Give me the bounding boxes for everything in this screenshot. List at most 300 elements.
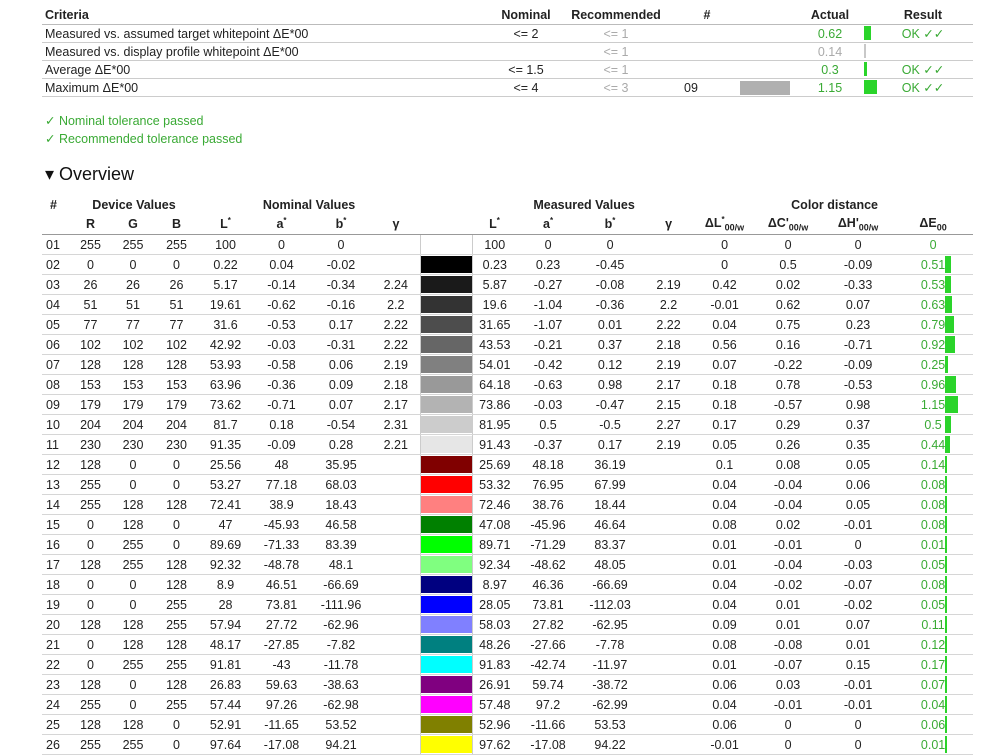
device-b: 77: [155, 315, 198, 335]
nominal-b-header: b*: [310, 214, 372, 235]
measured-gamma: [641, 655, 696, 675]
device-g: 128: [111, 715, 155, 735]
delta-c: -0.01: [753, 535, 823, 555]
actual-header: Actual: [787, 6, 873, 25]
delta-e-value: 0.63: [920, 297, 946, 312]
nominal-b: 68.03: [310, 475, 372, 495]
device-g: 255: [111, 235, 155, 255]
measured-gamma: [641, 735, 696, 755]
patch-number: 05: [42, 315, 70, 335]
swatch: [420, 355, 472, 375]
delta-h: 0.35: [823, 435, 893, 455]
nominal-a: 59.63: [253, 675, 310, 695]
nominal-gamma: [372, 715, 420, 735]
nominal-gamma: [372, 615, 420, 635]
criteria-header: Criteria: [42, 6, 482, 25]
color-swatch: [421, 636, 472, 653]
delta-l: 0.06: [696, 715, 753, 735]
delta-l: -0.01: [696, 295, 753, 315]
table-row: [42, 235, 973, 255]
delta-h: 0.98: [823, 395, 893, 415]
delta-e: [893, 715, 973, 735]
nominal-gamma: 2.19: [372, 355, 420, 375]
device-b: 128: [155, 675, 198, 695]
measured-b: 0.17: [579, 435, 641, 455]
device-values-header: Device Values: [92, 198, 176, 212]
measured-b: -0.47: [579, 395, 641, 415]
delta-e-value: 0.44: [920, 437, 946, 452]
device-b: 128: [155, 575, 198, 595]
g-header: G: [111, 214, 155, 235]
measured-l: 47.08: [472, 515, 517, 535]
color-swatch: [421, 296, 472, 313]
criteria-nominal: <= 1.5: [482, 61, 570, 79]
delta-e: [893, 555, 973, 575]
table-row: [42, 275, 973, 295]
delta-e-bar: [945, 516, 947, 533]
delta-l: 0.05: [696, 435, 753, 455]
nominal-l: 42.92: [198, 335, 253, 355]
nominal-values-header: Nominal Values: [262, 198, 356, 212]
delta-h: -0.09: [823, 255, 893, 275]
measured-b: -0.08: [579, 275, 641, 295]
delta-e-bar: [945, 536, 947, 553]
nominal-l: 52.91: [198, 715, 253, 735]
delta-l: 0.17: [696, 415, 753, 435]
delta-l: 0.07: [696, 355, 753, 375]
device-g: 255: [111, 655, 155, 675]
overview-heading[interactable]: ▾ Overview: [45, 164, 135, 184]
nominal-gamma: [372, 735, 420, 755]
delta-e-value: 1.15: [920, 397, 946, 412]
device-r: 128: [70, 715, 111, 735]
measured-gamma: [641, 575, 696, 595]
delta-e-bar: [945, 276, 951, 293]
nominal-gamma: 2.31: [372, 415, 420, 435]
measured-l: 53.32: [472, 475, 517, 495]
criteria-num: [662, 79, 752, 97]
criteria-num: [662, 61, 752, 79]
criteria-actual-value: 0.3: [821, 62, 839, 77]
measured-gamma: 2.22: [641, 315, 696, 335]
measured-gamma: [641, 475, 696, 495]
delta-h: 0.15: [823, 655, 893, 675]
nominal-gamma: 2.17: [372, 395, 420, 415]
delta-e-bar: [945, 676, 947, 693]
nominal-l-header: L*: [198, 214, 253, 235]
delta-h: 0.23: [823, 315, 893, 335]
swatch: [420, 415, 472, 435]
delta-e-value: 0.01: [920, 537, 946, 552]
measured-a: 73.81: [517, 595, 579, 615]
table-row: [42, 375, 973, 395]
delta-e-header: $\Delta E_{00}$: [893, 214, 973, 235]
device-r: 230: [70, 435, 111, 455]
delta-h: 0: [823, 235, 893, 255]
nominal-gamma-header: γ: [372, 214, 420, 235]
criteria-actual: [787, 25, 873, 43]
measured-b: 53.53: [579, 715, 641, 735]
delta-l: 0.08: [696, 515, 753, 535]
delta-e: [893, 255, 973, 275]
delta-e-value: 0.04: [920, 697, 946, 712]
delta-l: 0.04: [696, 575, 753, 595]
patch-number: 02: [42, 255, 70, 275]
delta-e: [893, 735, 973, 755]
nominal-b: -62.98: [310, 695, 372, 715]
measured-l: 91.83: [472, 655, 517, 675]
device-g: 255: [111, 735, 155, 755]
nominal-a: -43: [253, 655, 310, 675]
delta-h: -0.03: [823, 555, 893, 575]
nominal-b: 53.52: [310, 715, 372, 735]
delta-c: 0.02: [753, 275, 823, 295]
measured-b: -11.97: [579, 655, 641, 675]
patch-number: 06: [42, 335, 70, 355]
criteria-recommended: <= 1: [570, 43, 662, 61]
criteria-name: Measured vs. display profile whitepoint ΔE*00: [42, 43, 482, 61]
color-distance-header: Color distance: [791, 198, 878, 212]
criteria-name: Maximum ΔE*00: [42, 79, 482, 97]
delta-l: 0.04: [696, 475, 753, 495]
delta-c: 0.08: [753, 455, 823, 475]
table-row: [42, 635, 973, 655]
device-b: 255: [155, 655, 198, 675]
delta-e-bar: [945, 456, 947, 473]
criteria-table: [42, 6, 973, 97]
measured-b: 94.22: [579, 735, 641, 755]
color-swatch: [421, 236, 472, 253]
measured-a-header: a*: [517, 214, 579, 235]
color-swatch: [421, 396, 472, 413]
delta-e-value: 0.07: [920, 677, 946, 692]
device-r: 0: [70, 255, 111, 275]
measured-b: 36.19: [579, 455, 641, 475]
nominal-b: -0.34: [310, 275, 372, 295]
nominal-b: 48.1: [310, 555, 372, 575]
nominal-a: 0.18: [253, 415, 310, 435]
device-b: 255: [155, 595, 198, 615]
nominal-gamma: [372, 455, 420, 475]
nominal-gamma: 2.24: [372, 275, 420, 295]
measured-b: 46.64: [579, 515, 641, 535]
nominal-b: -38.63: [310, 675, 372, 695]
measured-a: 0.23: [517, 255, 579, 275]
color-swatch: [421, 696, 472, 713]
nominal-a: -17.08: [253, 735, 310, 755]
delta-l: 0.1: [696, 455, 753, 475]
device-r: 26: [70, 275, 111, 295]
delta-e-bar: [945, 736, 947, 753]
measured-gamma: 2.19: [641, 275, 696, 295]
b-header: B: [155, 214, 198, 235]
measured-b: -62.99: [579, 695, 641, 715]
swatch: [420, 695, 472, 715]
nominal-l: 57.44: [198, 695, 253, 715]
delta-h: -0.33: [823, 275, 893, 295]
criteria-recommended: <= 3: [570, 79, 662, 97]
measured-a: -45.96: [517, 515, 579, 535]
nominal-a: -0.58: [253, 355, 310, 375]
overview-column-header: [42, 214, 973, 235]
device-g: 26: [111, 275, 155, 295]
device-b: 0: [155, 735, 198, 755]
nominal-gamma: [372, 595, 420, 615]
delta-e: [893, 495, 973, 515]
measured-gamma: [641, 255, 696, 275]
nominal-a: 27.72: [253, 615, 310, 635]
measured-l: 8.97: [472, 575, 517, 595]
color-swatch: [421, 536, 472, 553]
device-r: 0: [70, 515, 111, 535]
table-row: [42, 715, 973, 735]
nominal-gamma: 2.22: [372, 315, 420, 335]
delta-l: 0.42: [696, 275, 753, 295]
swatch: [420, 595, 472, 615]
nominal-status: ✓ Nominal tolerance passed: [45, 114, 204, 128]
swatch: [420, 295, 472, 315]
delta-e-value: 0.08: [920, 477, 946, 492]
patch-number: 12: [42, 455, 70, 475]
nominal-l: 0.22: [198, 255, 253, 275]
criteria-name: Measured vs. assumed target whitepoint ΔE*00: [42, 25, 482, 43]
device-r: 128: [70, 555, 111, 575]
nominal-l: 57.94: [198, 615, 253, 635]
delta-c: -0.02: [753, 575, 823, 595]
sample-bar: [740, 81, 790, 95]
device-r: 153: [70, 375, 111, 395]
measured-l: 57.48: [472, 695, 517, 715]
device-r: 102: [70, 335, 111, 355]
nominal-b: 35.95: [310, 455, 372, 475]
delta-l: 0.04: [696, 695, 753, 715]
device-r: 255: [70, 235, 111, 255]
delta-h: 0.01: [823, 635, 893, 655]
color-swatch: [421, 336, 472, 353]
nominal-l: 100: [198, 235, 253, 255]
device-b: 0: [155, 255, 198, 275]
nominal-l: 31.6: [198, 315, 253, 335]
delta-e: [893, 675, 973, 695]
device-g: 128: [111, 615, 155, 635]
nominal-b: -11.78: [310, 655, 372, 675]
delta-e: [893, 275, 973, 295]
criteria-nominal: <= 4: [482, 79, 570, 97]
delta-c: 0.29: [753, 415, 823, 435]
device-g: 128: [111, 515, 155, 535]
measured-a: -71.29: [517, 535, 579, 555]
delta-e-bar: [945, 476, 947, 493]
measured-a: -17.08: [517, 735, 579, 755]
measured-l: 58.03: [472, 615, 517, 635]
nominal-b: -0.54: [310, 415, 372, 435]
device-b: 128: [155, 355, 198, 375]
table-row: [42, 495, 973, 515]
device-r: 255: [70, 475, 111, 495]
criteria-name: Average ΔE*00: [42, 61, 482, 79]
measured-a: 76.95: [517, 475, 579, 495]
nominal-l: 91.35: [198, 435, 253, 455]
criteria-row: [42, 25, 973, 43]
measured-gamma: 2.15: [641, 395, 696, 415]
delta-h: 0.05: [823, 495, 893, 515]
delta-e-value: 0.05: [920, 597, 946, 612]
table-row: [42, 575, 973, 595]
device-g: 0: [111, 255, 155, 275]
measured-b: 83.37: [579, 535, 641, 555]
nominal-b: 0.07: [310, 395, 372, 415]
delta-e-value: 0.08: [920, 517, 946, 532]
measured-l: 97.62: [472, 735, 517, 755]
nominal-a: 0.04: [253, 255, 310, 275]
measured-a: -0.21: [517, 335, 579, 355]
measured-a: 59.74: [517, 675, 579, 695]
nominal-a: -0.09: [253, 435, 310, 455]
delta-h: 0.07: [823, 295, 893, 315]
measured-l: 19.6: [472, 295, 517, 315]
delta-e-value: 0.51: [920, 257, 946, 272]
color-swatch: [421, 596, 472, 613]
measured-gamma: [641, 595, 696, 615]
delta-e-bar: [945, 396, 958, 413]
measured-l: 89.71: [472, 535, 517, 555]
criteria-num: [662, 25, 752, 43]
color-swatch: [421, 276, 472, 293]
device-g: 128: [111, 495, 155, 515]
swatch: [420, 535, 472, 555]
measured-b: 18.44: [579, 495, 641, 515]
nominal-l: 5.17: [198, 275, 253, 295]
nominal-gamma: 2.2: [372, 295, 420, 315]
device-g: 0: [111, 595, 155, 615]
patch-number: 14: [42, 495, 70, 515]
device-b: 128: [155, 555, 198, 575]
device-b: 51: [155, 295, 198, 315]
nominal-l: 72.41: [198, 495, 253, 515]
delta-l: 0.01: [696, 555, 753, 575]
delta-l: 0.56: [696, 335, 753, 355]
device-b: 0: [155, 535, 198, 555]
measured-l: 92.34: [472, 555, 517, 575]
delta-c: -0.57: [753, 395, 823, 415]
criteria-actual: [787, 79, 873, 97]
table-row: [42, 295, 973, 315]
delta-e: [893, 295, 973, 315]
delta-c-header: $\Delta C'_{00/w}$: [753, 214, 823, 235]
measured-l: 81.95: [472, 415, 517, 435]
patch-number: 07: [42, 355, 70, 375]
criteria-actual: [787, 61, 873, 79]
patch-number: 26: [42, 735, 70, 755]
nominal-l: 25.56: [198, 455, 253, 475]
nominal-header: Nominal: [482, 6, 570, 25]
patch-number: 03: [42, 275, 70, 295]
measured-gamma: 2.18: [641, 335, 696, 355]
table-row: [42, 515, 973, 535]
criteria-num-bar: [752, 43, 787, 61]
measured-gamma: [641, 675, 696, 695]
delta-h: 0.37: [823, 415, 893, 435]
measured-b: 0.37: [579, 335, 641, 355]
device-g: 128: [111, 635, 155, 655]
swatch: [420, 515, 472, 535]
nominal-a: -48.78: [253, 555, 310, 575]
delta-e: [893, 635, 973, 655]
nominal-gamma: [372, 475, 420, 495]
delta-l: 0.04: [696, 595, 753, 615]
measured-a: -1.04: [517, 295, 579, 315]
delta-e: [893, 315, 973, 335]
color-swatch: [421, 436, 472, 453]
measured-gamma: [641, 535, 696, 555]
measured-a: -48.62: [517, 555, 579, 575]
measured-l: 73.86: [472, 395, 517, 415]
color-swatch: [421, 516, 472, 533]
device-r: 0: [70, 535, 111, 555]
patch-number: 16: [42, 535, 70, 555]
criteria-num-bar: [752, 61, 787, 79]
measured-a: -42.74: [517, 655, 579, 675]
nominal-a: -0.14: [253, 275, 310, 295]
measured-gamma: [641, 715, 696, 735]
table-row: [42, 395, 973, 415]
measured-l: 64.18: [472, 375, 517, 395]
measured-a: 38.76: [517, 495, 579, 515]
measured-a: 0: [517, 235, 579, 255]
delta-e-bar: [945, 576, 947, 593]
delta-l: 0.04: [696, 315, 753, 335]
measured-l: 54.01: [472, 355, 517, 375]
nominal-b: 0.17: [310, 315, 372, 335]
nominal-l: 91.81: [198, 655, 253, 675]
table-row: [42, 555, 973, 575]
measured-b: 48.05: [579, 555, 641, 575]
device-b: 26: [155, 275, 198, 295]
num-header: #: [662, 6, 752, 25]
delta-c: 0.02: [753, 515, 823, 535]
measured-gamma: [641, 695, 696, 715]
swatch: [420, 635, 472, 655]
device-b: 0: [155, 455, 198, 475]
delta-l: 0.08: [696, 635, 753, 655]
r-header: R: [70, 214, 111, 235]
device-r: 255: [70, 735, 111, 755]
device-r: 204: [70, 415, 111, 435]
overview-table: [42, 196, 973, 755]
patch-number: 15: [42, 515, 70, 535]
nominal-a: 0: [253, 235, 310, 255]
swatch: [420, 495, 472, 515]
measured-l: 100: [472, 235, 517, 255]
delta-c: -0.01: [753, 695, 823, 715]
delta-e-value: 0.11: [921, 617, 945, 632]
nominal-a: -11.65: [253, 715, 310, 735]
device-b: 0: [155, 515, 198, 535]
criteria-header-row: [42, 6, 973, 25]
nominal-a: 48: [253, 455, 310, 475]
nominal-a: -0.03: [253, 335, 310, 355]
delta-e-value: 0.79: [920, 317, 946, 332]
measured-l: 91.43: [472, 435, 517, 455]
swatch: [420, 255, 472, 275]
patch-number: 01: [42, 235, 70, 255]
swatch: [420, 715, 472, 735]
criteria-nominal: <= 2: [482, 25, 570, 43]
measured-b: -0.36: [579, 295, 641, 315]
device-g: 0: [111, 675, 155, 695]
nominal-b: -0.16: [310, 295, 372, 315]
nominal-b: 46.58: [310, 515, 372, 535]
